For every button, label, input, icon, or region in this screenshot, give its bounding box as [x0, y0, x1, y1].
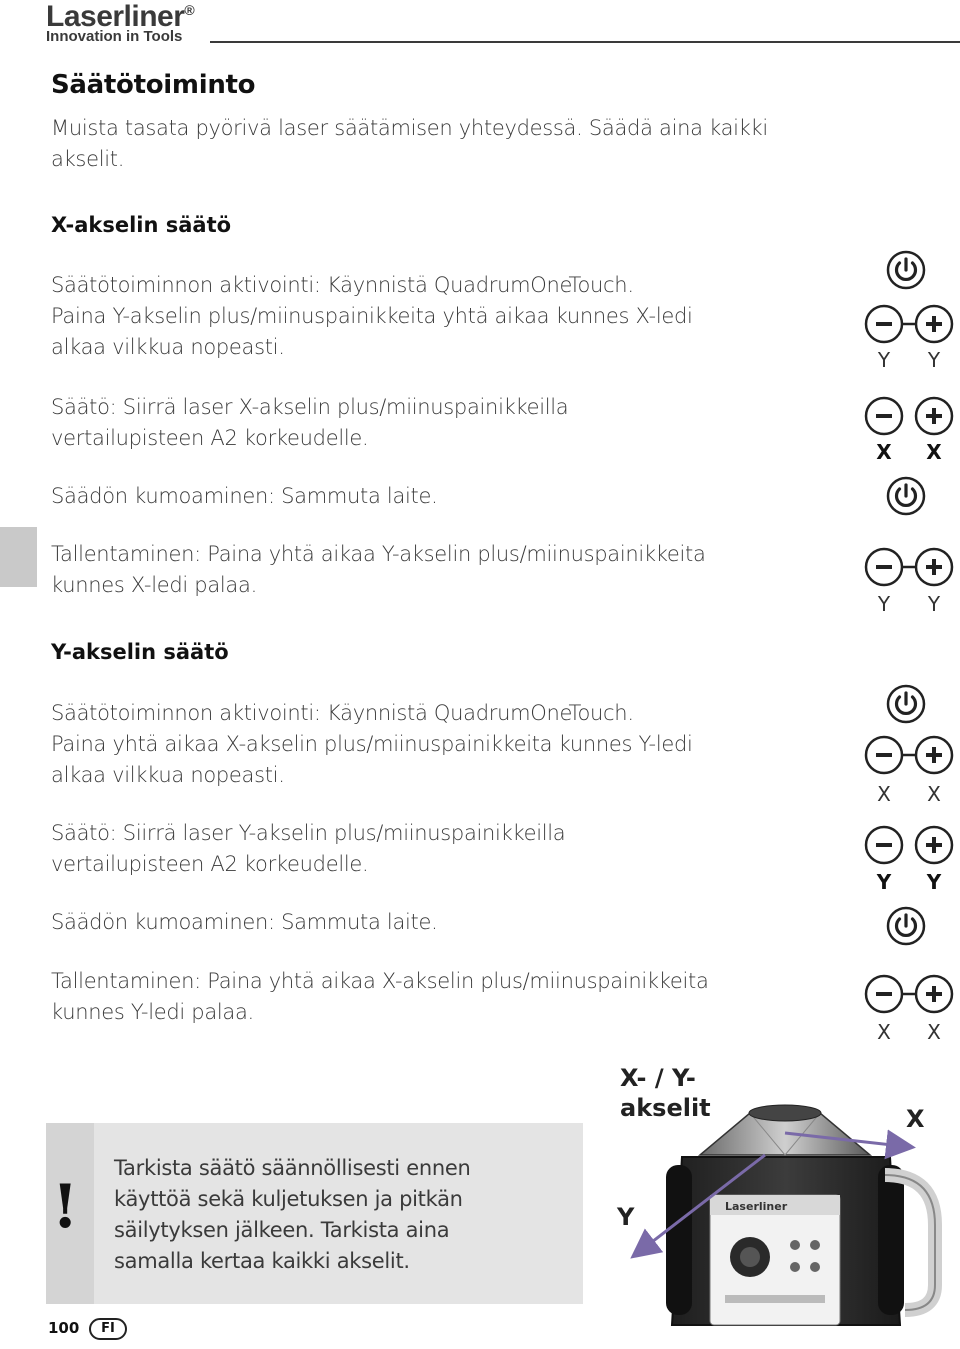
- minus-plus-pair: [862, 972, 958, 1016]
- side-tab: [0, 527, 37, 587]
- axis-label: Y: [927, 592, 941, 616]
- page-number: 100: [48, 1319, 80, 1337]
- x-axis-label: X: [906, 1105, 925, 1133]
- brand-logo: Laserliner®: [46, 0, 195, 33]
- axis-label: Y: [927, 348, 941, 372]
- minus-plus-buttons: [862, 394, 958, 438]
- note-text: Tarkista säätö säännöllisesti ennen käyttöä sekä kuljetuksen ja pitkän säilytyksen jälkeen. Tarkista aina samalla kertaa kaikki akselit.: [114, 1156, 471, 1273]
- x-save-text: Tallentaminen: Paina yhtä aikaa Y-akselin plus/miinuspainikkeita kunnes X-ledi palaa.: [51, 542, 706, 597]
- header-rule: [210, 41, 960, 43]
- power-icon: [886, 906, 926, 946]
- intro-text: Muista tasata pyörivä laser säätämisen yhteydessä. Säädä aina kaikki akselit.: [51, 116, 768, 171]
- axis-label: X: [877, 782, 891, 806]
- power-icon: [886, 250, 926, 290]
- device-brand-text: Laserliner: [725, 1200, 788, 1213]
- x-adjust-text: Säätö: Siirrä laser X-akselin plus/miinuspainikkeilla vertailupisteen A2 korkeudelle.: [51, 395, 569, 450]
- power-icon: [886, 684, 926, 724]
- axis-label: Y: [876, 870, 892, 894]
- y-axis-label: Y: [617, 1203, 635, 1231]
- x-activate-text: Säätötoiminnon aktivointi: Käynnistä QuadrumOneTouch. Paina Y-akselin plus/miinuspainikkeita yhtä aikaa kunnes X-ledi alkaa vilkkua nopeasti.: [51, 273, 693, 359]
- axis-label: X: [876, 440, 892, 464]
- y-cancel-text: Säädön kumoaminen: Sammuta laite.: [51, 910, 438, 934]
- y-section-heading: Y-akselin säätö: [51, 640, 229, 664]
- minus-plus-pair: [862, 302, 958, 346]
- axis-label: X: [927, 782, 941, 806]
- power-icon: [886, 476, 926, 516]
- minus-plus-buttons: [862, 823, 958, 867]
- y-save-text: Tallentaminen: Paina yhtä aikaa X-akselin plus/miinuspainikkeita kunnes Y-ledi palaa.: [51, 969, 709, 1024]
- x-cancel-text: Säädön kumoaminen: Sammuta laite.: [51, 484, 438, 508]
- language-badge: FI: [89, 1318, 127, 1340]
- warning-icon: !: [52, 1172, 79, 1242]
- axis-label: Y: [877, 592, 891, 616]
- page-title: Säätötoiminto: [51, 70, 256, 100]
- x-section-heading: X-akselin säätö: [51, 213, 232, 237]
- axis-label: X: [877, 1020, 891, 1044]
- minus-plus-pair: [862, 733, 958, 777]
- brand-tagline: Innovation in Tools: [46, 28, 183, 45]
- axis-label: X: [927, 1020, 941, 1044]
- y-adjust-text: Säätö: Siirrä laser Y-akselin plus/miinuspainikkeilla vertailupisteen A2 korkeudelle.: [51, 821, 566, 876]
- y-activate-text: Säätötoiminnon aktivointi: Käynnistä QuadrumOneTouch. Paina yhtä aikaa X-akselin plus/miinuspainikkeita kunnes Y-ledi alkaa vilkkua nopeasti.: [51, 701, 693, 787]
- axis-label: Y: [926, 870, 942, 894]
- axis-label: Y: [877, 348, 891, 372]
- minus-plus-pair: [862, 545, 958, 589]
- rotating-laser-illustration: [600, 1095, 960, 1349]
- axis-label: X: [926, 440, 942, 464]
- xy-axes-label: X- / Y- akselit: [620, 1064, 711, 1122]
